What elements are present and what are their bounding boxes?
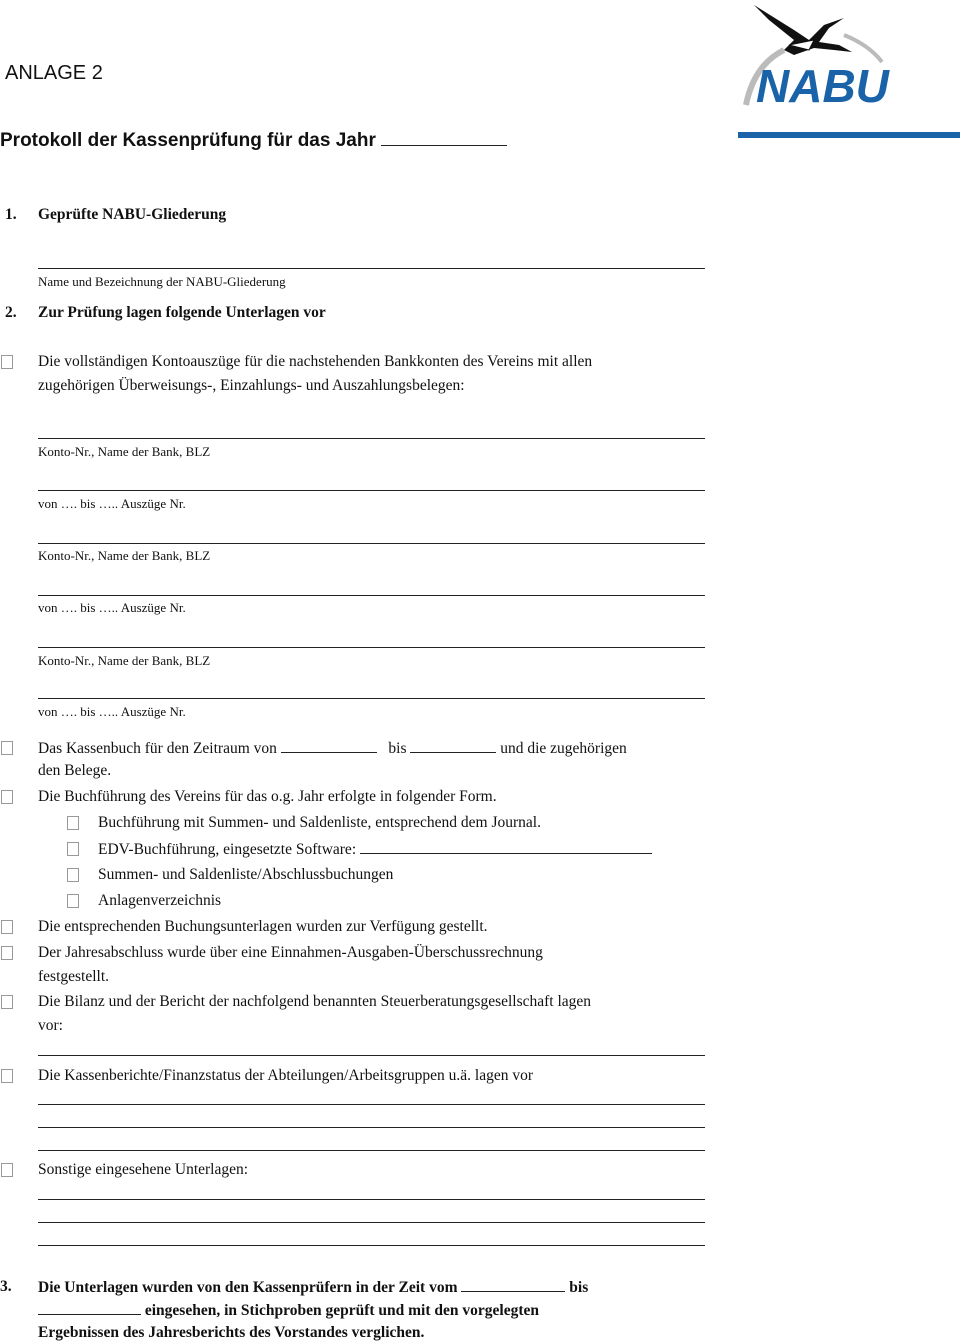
section-3-text-2: eingesehen, in Stichproben geprüft und mit den vorgelegten [144, 1302, 539, 1319]
zeit-to-blank[interactable] [38, 1300, 141, 1315]
checkbox-kassenbuch[interactable] [1, 741, 13, 755]
kassenbuch-text: Das Kassenbuch für den Zeitraum von [38, 740, 277, 757]
kassenberichte-blank[interactable] [38, 1104, 705, 1105]
jahresabschluss-text-2: festgestellt. [38, 968, 110, 985]
buchungsunterlagen-text: Die entsprechenden Buchungsunterlagen wurden zur Verfügung gestellt. [38, 918, 488, 935]
checkbox-kontoauszuege[interactable] [1, 355, 13, 369]
kassenbuch-text-b: und die zugehörigen [500, 740, 627, 757]
checkbox-kassenberichte[interactable] [1, 1069, 13, 1083]
bilanz-text-2: vor: [38, 1017, 63, 1034]
nabu-logo [734, 0, 960, 140]
section-1-number: 1. [5, 206, 17, 223]
section-3-line-2 [38, 1300, 539, 1321]
kassenbuch-bis: bis [388, 740, 407, 757]
checkbox-jahresabschluss[interactable] [1, 946, 13, 960]
checkbox-edv[interactable] [67, 842, 79, 856]
zeit-from-blank[interactable] [461, 1277, 565, 1292]
section-2-number: 2. [5, 304, 17, 321]
section-2-title: Zur Prüfung lagen folgende Unterlagen vor [38, 304, 326, 321]
kassenberichte-text: Die Kassenberichte/Finanzstatus der Abteilungen/Arbeitsgruppen u.ä. lagen vor [38, 1067, 534, 1084]
sub-option-edv [98, 839, 652, 860]
konto-blank[interactable] [38, 647, 705, 648]
annex-label: ANLAGE 2 [5, 62, 103, 84]
steuerberatung-blank[interactable] [38, 1055, 705, 1056]
auszuege-label: von …. bis ….. Auszüge Nr. [38, 496, 186, 511]
sub-option-text: EDV-Buchführung, eingesetzte Software: [98, 841, 357, 858]
checkbox-saldenliste[interactable] [67, 868, 79, 882]
kassenberichte-blank[interactable] [38, 1150, 705, 1151]
kontoauszuege-text-2: zugehörigen Überweisungs-, Einzahlungs- und Auszahlungsbelegen: [38, 377, 465, 394]
title-text: Protokoll der Kassenprüfung für das Jahr [0, 130, 376, 151]
auszuege-label: von …. bis ….. Auszüge Nr. [38, 600, 186, 615]
checkbox-bilanz[interactable] [1, 995, 13, 1009]
konto-label: Konto-Nr., Name der Bank, BLZ [38, 653, 211, 668]
konto-blank[interactable] [38, 543, 705, 544]
auszuege-blank[interactable] [38, 490, 705, 491]
checkbox-anlagenverzeichnis[interactable] [67, 894, 79, 908]
section-1-title: Geprüfte NABU-Gliederung [38, 206, 227, 223]
sonstige-blank[interactable] [38, 1222, 705, 1223]
sub-option-text: Buchführung mit Summen- und Saldenliste, entsprechend dem Journal. [98, 814, 541, 831]
konto-label: Konto-Nr., Name der Bank, BLZ [38, 444, 211, 459]
jahresabschluss-text: Der Jahresabschluss wurde über eine Einnahmen-Ausgaben-Überschussrechnung [38, 944, 543, 961]
checkbox-buchfuehrung[interactable] [1, 790, 13, 804]
sonstige-blank[interactable] [38, 1199, 705, 1200]
kassenbuch-line [38, 738, 627, 759]
kassenberichte-blank[interactable] [38, 1127, 705, 1128]
auszuege-label: von …. bis ….. Auszüge Nr. [38, 704, 186, 719]
page-title [0, 131, 507, 151]
section-3-bis: bis [569, 1279, 589, 1296]
sonstige-blank[interactable] [38, 1245, 705, 1246]
sonstige-text: Sonstige eingesehene Unterlagen: [38, 1161, 249, 1178]
kassenbuch-to-blank[interactable] [410, 738, 496, 753]
buchfuehrung-text: Die Buchführung des Vereins für das o.g. Jahr erfolgte in folgender Form. [38, 788, 497, 805]
checkbox-buchungsunterlagen[interactable] [1, 920, 13, 934]
auszuege-blank[interactable] [38, 698, 705, 699]
gliederung-label: Name und Bezeichnung der NABU-Gliederung [38, 274, 286, 289]
software-blank[interactable] [360, 839, 652, 854]
sub-option-text: Summen- und Saldenliste/Abschlussbuchungen [98, 866, 394, 883]
kontoauszuege-text: Die vollständigen Kontoauszüge für die nachstehenden Bankkonten des Vereins mit allen [38, 353, 593, 370]
section-3-text: Die Unterlagen wurden von den Kassenprüfern in der Zeit vom [38, 1279, 458, 1296]
checkbox-summen-journal[interactable] [67, 816, 79, 830]
konto-blank[interactable] [38, 438, 705, 439]
svg-text:NABU: NABU [756, 60, 889, 112]
kassenbuch-text-2: den Belege. [38, 762, 112, 779]
bilanz-text: Die Bilanz und der Bericht der nachfolgend benannten Steuerberatungsgesellschaft lagen [38, 993, 592, 1010]
konto-label: Konto-Nr., Name der Bank, BLZ [38, 548, 211, 563]
gliederung-blank[interactable] [38, 268, 705, 269]
checkbox-sonstige[interactable] [1, 1163, 13, 1177]
sub-option-text: Anlagenverzeichnis [98, 892, 222, 909]
section-3-line-1 [38, 1277, 588, 1298]
section-3-text-3: Ergebnissen des Jahresberichts des Vorstandes verglichen. [38, 1324, 425, 1341]
auszuege-blank[interactable] [38, 595, 705, 596]
section-3-number: 3. [0, 1278, 12, 1295]
kassenbuch-from-blank[interactable] [281, 738, 377, 753]
year-blank[interactable] [381, 131, 507, 146]
